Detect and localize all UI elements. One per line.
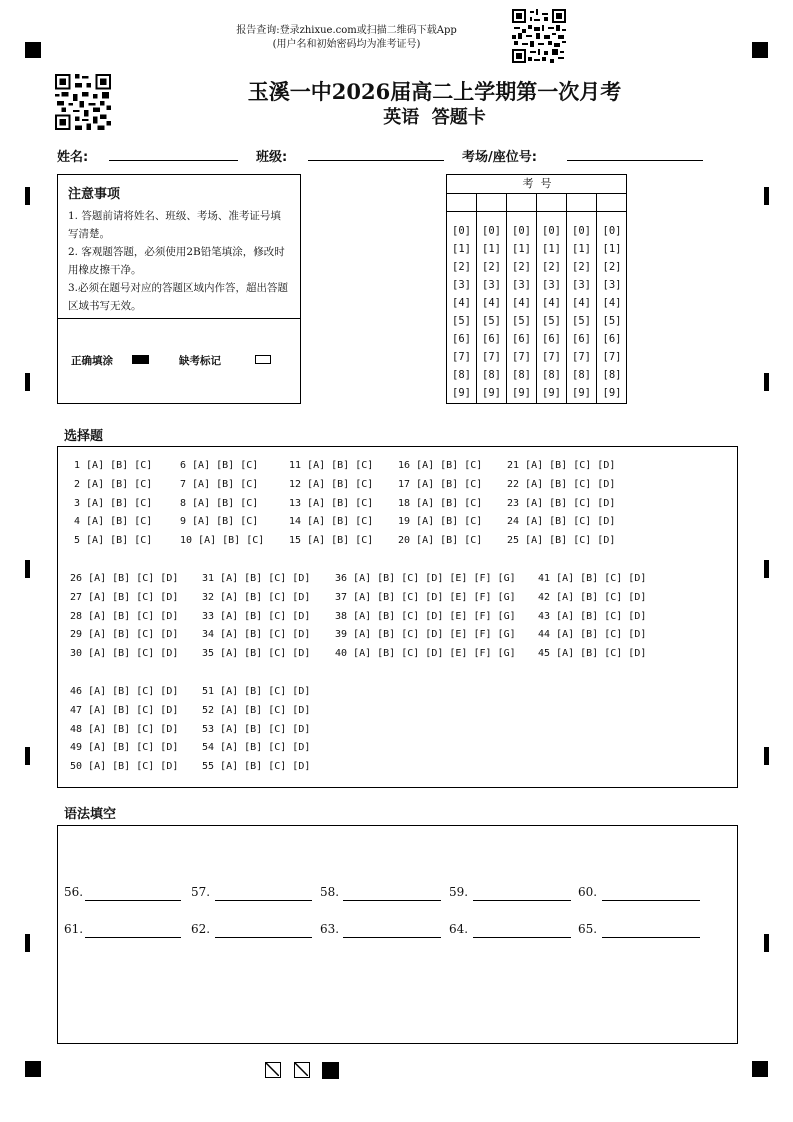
exam-digit-bubble[interactable]: [1]: [542, 243, 561, 255]
exam-digit-bubble[interactable]: [4]: [482, 297, 501, 309]
exam-digit-bubble[interactable]: [7]: [602, 351, 622, 363]
choice-question[interactable]: 46 [A] [B] [C] [D]: [70, 686, 179, 697]
exam-digit-bubble[interactable]: [2]: [602, 261, 622, 273]
exam-digit-bubble[interactable]: [5]: [542, 315, 561, 327]
exam-digit-bubble[interactable]: [9]: [452, 387, 471, 399]
exam-digit-bubble[interactable]: [8]: [452, 369, 471, 381]
exam-digit-bubble[interactable]: [8]: [602, 369, 622, 381]
choice-question[interactable]: 42 [A] [B] [C] [D]: [538, 591, 647, 603]
choice-question[interactable]: 33 [A] [B] [C] [D]: [202, 610, 311, 622]
exam-digit-bubble[interactable]: [0]: [542, 225, 561, 237]
choice-question[interactable]: 43 [A] [B] [C] [D]: [538, 610, 647, 622]
exam-digit-bubble[interactable]: [2]: [542, 261, 561, 273]
exam-digit-bubble[interactable]: [9]: [602, 387, 622, 399]
exam-digit-bubble[interactable]: [5]: [602, 315, 622, 327]
choice-question[interactable]: 5 [A] [B] [C]: [74, 535, 153, 547]
exam-digit-bubble[interactable]: [1]: [572, 243, 591, 255]
choice-question[interactable]: 44 [A] [B] [C] [D]: [538, 629, 647, 641]
exam-digit-bubble[interactable]: [7]: [482, 351, 501, 363]
report-query-text: 报告查询:登录zhixue.com或扫描二维码下载App: [236, 25, 457, 36]
exam-digit-bubble[interactable]: [4]: [602, 297, 622, 309]
exam-digit-bubble[interactable]: [3]: [452, 279, 471, 291]
notice-item: 3.必须在题号对应的答题区域内作答，超出答题区域书写无效。: [68, 282, 289, 312]
exam-digit-bubble[interactable]: [1]: [512, 243, 531, 255]
page-mark-slash-icon: [294, 1062, 310, 1078]
choice-answer-box: [57, 446, 738, 788]
exam-digit-bubble[interactable]: [3]: [512, 279, 531, 291]
corner-mark-bottom-left: [25, 1061, 41, 1077]
choice-question[interactable]: 12 [A] [B] [C]: [289, 478, 374, 490]
page-mark-filled: [322, 1062, 339, 1079]
choice-question[interactable]: 28 [A] [B] [C] [D]: [70, 610, 179, 622]
notice-text: [68, 207, 290, 315]
room-seat-field[interactable]: [567, 160, 703, 161]
exam-number-column: [537, 193, 567, 404]
choice-question[interactable]: 15 [A] [B] [C]: [289, 535, 374, 547]
exam-digit-bubble[interactable]: [5]: [452, 315, 471, 327]
exam-subtitle: 英语 答题卡: [383, 107, 486, 128]
side-mark: [764, 560, 769, 578]
exam-digit-bubble[interactable]: [1]: [602, 243, 622, 255]
choice-question[interactable]: 1 [A] [B] [C]: [74, 460, 153, 471]
grammar-question-number: 58.: [320, 885, 340, 899]
exam-digit-bubble[interactable]: [3]: [572, 279, 591, 291]
choice-question[interactable]: 18 [A] [B] [C]: [398, 497, 483, 509]
grammar-answer-line[interactable]: [215, 937, 312, 938]
exam-digit-bubble[interactable]: [7]: [572, 351, 591, 363]
exam-number-column: [567, 193, 597, 404]
grammar-answer-line[interactable]: [85, 900, 181, 901]
side-mark: [25, 560, 30, 578]
notice-box: [57, 174, 301, 404]
choice-question[interactable]: 13 [A] [B] [C]: [289, 497, 374, 509]
choice-question[interactable]: 10 [A] [B] [C]: [180, 535, 265, 547]
exam-digit-bubble[interactable]: [4]: [542, 297, 561, 309]
choice-question[interactable]: 38 [A] [B] [C] [D] [E] [F] [G]: [335, 610, 516, 622]
corner-mark-bottom-right: [752, 1061, 768, 1077]
grammar-question-number: 57.: [191, 885, 211, 899]
exam-number-write-cell[interactable]: [477, 193, 506, 212]
exam-digit-bubble[interactable]: [1]: [482, 243, 501, 255]
exam-digit-bubble[interactable]: [6]: [512, 333, 531, 345]
grammar-question-number: 65.: [578, 922, 598, 936]
exam-number-write-cell[interactable]: [447, 193, 476, 212]
exam-digit-bubble[interactable]: [3]: [542, 279, 561, 291]
exam-number-column: [597, 193, 627, 404]
side-mark: [25, 373, 30, 391]
grammar-question-number: 64.: [449, 922, 469, 936]
exam-digit-bubble[interactable]: [3]: [482, 279, 501, 291]
side-mark: [764, 934, 769, 952]
choice-question[interactable]: 41 [A] [B] [C] [D]: [538, 573, 647, 584]
choice-question[interactable]: 48 [A] [B] [C] [D]: [70, 723, 179, 735]
grammar-answer-line[interactable]: [473, 900, 571, 901]
grammar-question-number: 63.: [320, 922, 340, 936]
exam-digit-bubble[interactable]: [4]: [572, 297, 591, 309]
exam-digit-bubble[interactable]: [7]: [542, 351, 561, 363]
grammar-answer-line[interactable]: [215, 900, 312, 901]
exam-digit-bubble[interactable]: [2]: [452, 261, 471, 273]
grammar-section-label: 语法填空: [64, 807, 117, 822]
choice-question[interactable]: 40 [A] [B] [C] [D] [E] [F] [G]: [335, 648, 516, 660]
choice-question[interactable]: 20 [A] [B] [C]: [398, 535, 483, 547]
exam-digit-bubble[interactable]: [9]: [572, 387, 591, 399]
choice-question[interactable]: 17 [A] [B] [C]: [398, 478, 483, 490]
choice-section-label: 选择题: [64, 429, 104, 444]
choice-question[interactable]: 26 [A] [B] [C] [D]: [70, 573, 179, 584]
choice-question[interactable]: 19 [A] [B] [C]: [398, 516, 483, 528]
exam-digit-bubble[interactable]: [7]: [452, 351, 471, 363]
exam-title: 玉溪一中2026届高二上学期第一次月考: [247, 79, 622, 104]
exam-number-column: [507, 193, 537, 404]
exam-digit-bubble[interactable]: [5]: [572, 315, 591, 327]
exam-digit-bubble[interactable]: [0]: [572, 225, 591, 237]
grammar-question-number: 59.: [449, 885, 469, 899]
side-mark: [764, 747, 769, 765]
grammar-answer-line[interactable]: [85, 937, 181, 938]
choice-question[interactable]: 39 [A] [B] [C] [D] [E] [F] [G]: [335, 629, 516, 641]
exam-number-write-cell[interactable]: [537, 193, 566, 212]
choice-question[interactable]: 54 [A] [B] [C] [D]: [202, 742, 311, 754]
login-hint-text: (用户名和初始密码均为准考证号): [272, 39, 421, 50]
exam-digit-bubble[interactable]: [4]: [452, 297, 471, 309]
choice-question[interactable]: 52 [A] [B] [C] [D]: [202, 704, 311, 716]
exam-number-grid: [446, 174, 627, 404]
grammar-question-number: 60.: [578, 885, 598, 899]
class-field[interactable]: [308, 160, 444, 161]
notice-title: 注意事项: [68, 187, 121, 202]
side-mark: [25, 934, 30, 952]
exam-number-column: [477, 193, 507, 404]
class-label: 班级:: [256, 150, 288, 165]
grammar-question-number: 56.: [64, 885, 84, 899]
room-seat-label: 考场/座位号:: [462, 150, 537, 165]
exam-digit-bubble[interactable]: [3]: [602, 279, 622, 291]
choice-question[interactable]: 32 [A] [B] [C] [D]: [202, 591, 311, 603]
exam-digit-bubble[interactable]: [4]: [512, 297, 531, 309]
exam-digit-bubble[interactable]: [8]: [542, 369, 561, 381]
exam-number-label: 考 号: [447, 175, 627, 194]
choice-question[interactable]: 29 [A] [B] [C] [D]: [70, 629, 179, 641]
exam-digit-bubble[interactable]: [2]: [482, 261, 501, 273]
exam-digit-bubble[interactable]: [1]: [452, 243, 471, 255]
choice-question[interactable]: 16 [A] [B] [C]: [398, 460, 483, 471]
choice-question[interactable]: 30 [A] [B] [C] [D]: [70, 648, 179, 660]
choice-question[interactable]: 53 [A] [B] [C] [D]: [202, 723, 311, 735]
exam-digit-bubble[interactable]: [8]: [512, 369, 531, 381]
choice-question[interactable]: 55 [A] [B] [C] [D]: [202, 761, 311, 773]
qr-code-icon[interactable]: [512, 9, 566, 63]
exam-digit-bubble[interactable]: [6]: [572, 333, 591, 345]
exam-digit-bubble[interactable]: [2]: [512, 261, 531, 273]
choice-question[interactable]: 27 [A] [B] [C] [D]: [70, 591, 179, 603]
choice-question[interactable]: 24 [A] [B] [C] [D]: [507, 516, 616, 528]
choice-question[interactable]: 25 [A] [B] [C] [D]: [507, 535, 616, 547]
choice-question[interactable]: 34 [A] [B] [C] [D]: [202, 629, 311, 641]
choice-question[interactable]: 6 [A] [B] [C]: [180, 460, 259, 471]
exam-digit-bubble[interactable]: [6]: [602, 333, 622, 345]
choice-question[interactable]: 35 [A] [B] [C] [D]: [202, 648, 311, 660]
choice-question[interactable]: 9 [A] [B] [C]: [180, 516, 259, 528]
exam-digit-bubble[interactable]: [0]: [512, 225, 531, 237]
choice-question[interactable]: 45 [A] [B] [C] [D]: [538, 648, 647, 660]
exam-digit-bubble[interactable]: [6]: [452, 333, 471, 345]
choice-question[interactable]: 51 [A] [B] [C] [D]: [202, 686, 311, 697]
notice-item: 2. 客观题答题，必须使用2B铅笔填涂，修改时用橡皮擦干净。: [68, 246, 285, 276]
absent-mark-label: 缺考标记: [179, 355, 221, 367]
exam-digit-bubble[interactable]: [7]: [512, 351, 531, 363]
grammar-answer-line[interactable]: [343, 937, 441, 938]
choice-question[interactable]: 36 [A] [B] [C] [D] [E] [F] [G]: [335, 573, 516, 584]
exam-digit-bubble[interactable]: [0]: [602, 225, 622, 237]
choice-question[interactable]: 22 [A] [B] [C] [D]: [507, 478, 616, 490]
exam-digit-bubble[interactable]: [2]: [572, 261, 591, 273]
exam-number-write-cell[interactable]: [567, 193, 596, 212]
grammar-answer-line[interactable]: [602, 900, 700, 901]
exam-digit-bubble[interactable]: [9]: [542, 387, 561, 399]
side-mark: [25, 187, 30, 205]
choice-question[interactable]: 47 [A] [B] [C] [D]: [70, 704, 179, 716]
correct-fill-sample: [132, 355, 149, 364]
grammar-answer-line[interactable]: [343, 900, 441, 901]
exam-digit-bubble[interactable]: [6]: [482, 333, 501, 345]
correct-fill-label: 正确填涂: [71, 355, 113, 367]
exam-digit-bubble[interactable]: [9]: [512, 387, 531, 399]
exam-digit-bubble[interactable]: [8]: [482, 369, 501, 381]
grammar-question-number: 62.: [191, 922, 211, 936]
choice-question[interactable]: 14 [A] [B] [C]: [289, 516, 374, 528]
choice-question[interactable]: 3 [A] [B] [C]: [74, 497, 153, 509]
exam-digit-bubble[interactable]: [9]: [482, 387, 501, 399]
side-mark: [764, 187, 769, 205]
side-mark: [25, 747, 30, 765]
name-label: 姓名:: [57, 150, 89, 165]
grammar-answer-line[interactable]: [602, 937, 700, 938]
choice-question[interactable]: 7 [A] [B] [C]: [180, 478, 259, 490]
choice-question[interactable]: 4 [A] [B] [C]: [74, 516, 153, 528]
exam-digit-bubble[interactable]: [5]: [482, 315, 501, 327]
grammar-answer-line[interactable]: [473, 937, 571, 938]
exam-number-write-cell[interactable]: [597, 193, 627, 212]
exam-digit-bubble[interactable]: [5]: [512, 315, 531, 327]
grammar-answer-box: [57, 825, 738, 1044]
page-mark-slash-icon: [265, 1062, 281, 1078]
choice-question[interactable]: 31 [A] [B] [C] [D]: [202, 573, 311, 584]
choice-question[interactable]: 21 [A] [B] [C] [D]: [507, 460, 616, 471]
grammar-question-number: 61.: [64, 922, 84, 936]
side-mark: [764, 373, 769, 391]
exam-digit-bubble[interactable]: [0]: [452, 225, 471, 237]
exam-number-column: [447, 193, 477, 404]
choice-question[interactable]: 23 [A] [B] [C] [D]: [507, 497, 616, 509]
exam-digit-bubble[interactable]: [0]: [482, 225, 501, 237]
choice-question[interactable]: 8 [A] [B] [C]: [180, 497, 259, 509]
choice-question[interactable]: 50 [A] [B] [C] [D]: [70, 761, 179, 773]
choice-question[interactable]: 11 [A] [B] [C]: [289, 460, 374, 471]
absent-mark-box[interactable]: [255, 355, 271, 364]
choice-question[interactable]: 37 [A] [B] [C] [D] [E] [F] [G]: [335, 591, 516, 603]
exam-digit-bubble[interactable]: [6]: [542, 333, 561, 345]
choice-question[interactable]: 49 [A] [B] [C] [D]: [70, 742, 179, 754]
exam-number-write-cell[interactable]: [507, 193, 536, 212]
notice-divider: [58, 318, 300, 319]
exam-digit-bubble[interactable]: [8]: [572, 369, 591, 381]
corner-mark-top-right: [752, 42, 768, 58]
name-field[interactable]: [109, 160, 238, 161]
notice-item: 1. 答题前请将姓名、班级、考场、准考证号填写清楚。: [68, 210, 281, 240]
choice-question[interactable]: 2 [A] [B] [C]: [74, 478, 153, 490]
